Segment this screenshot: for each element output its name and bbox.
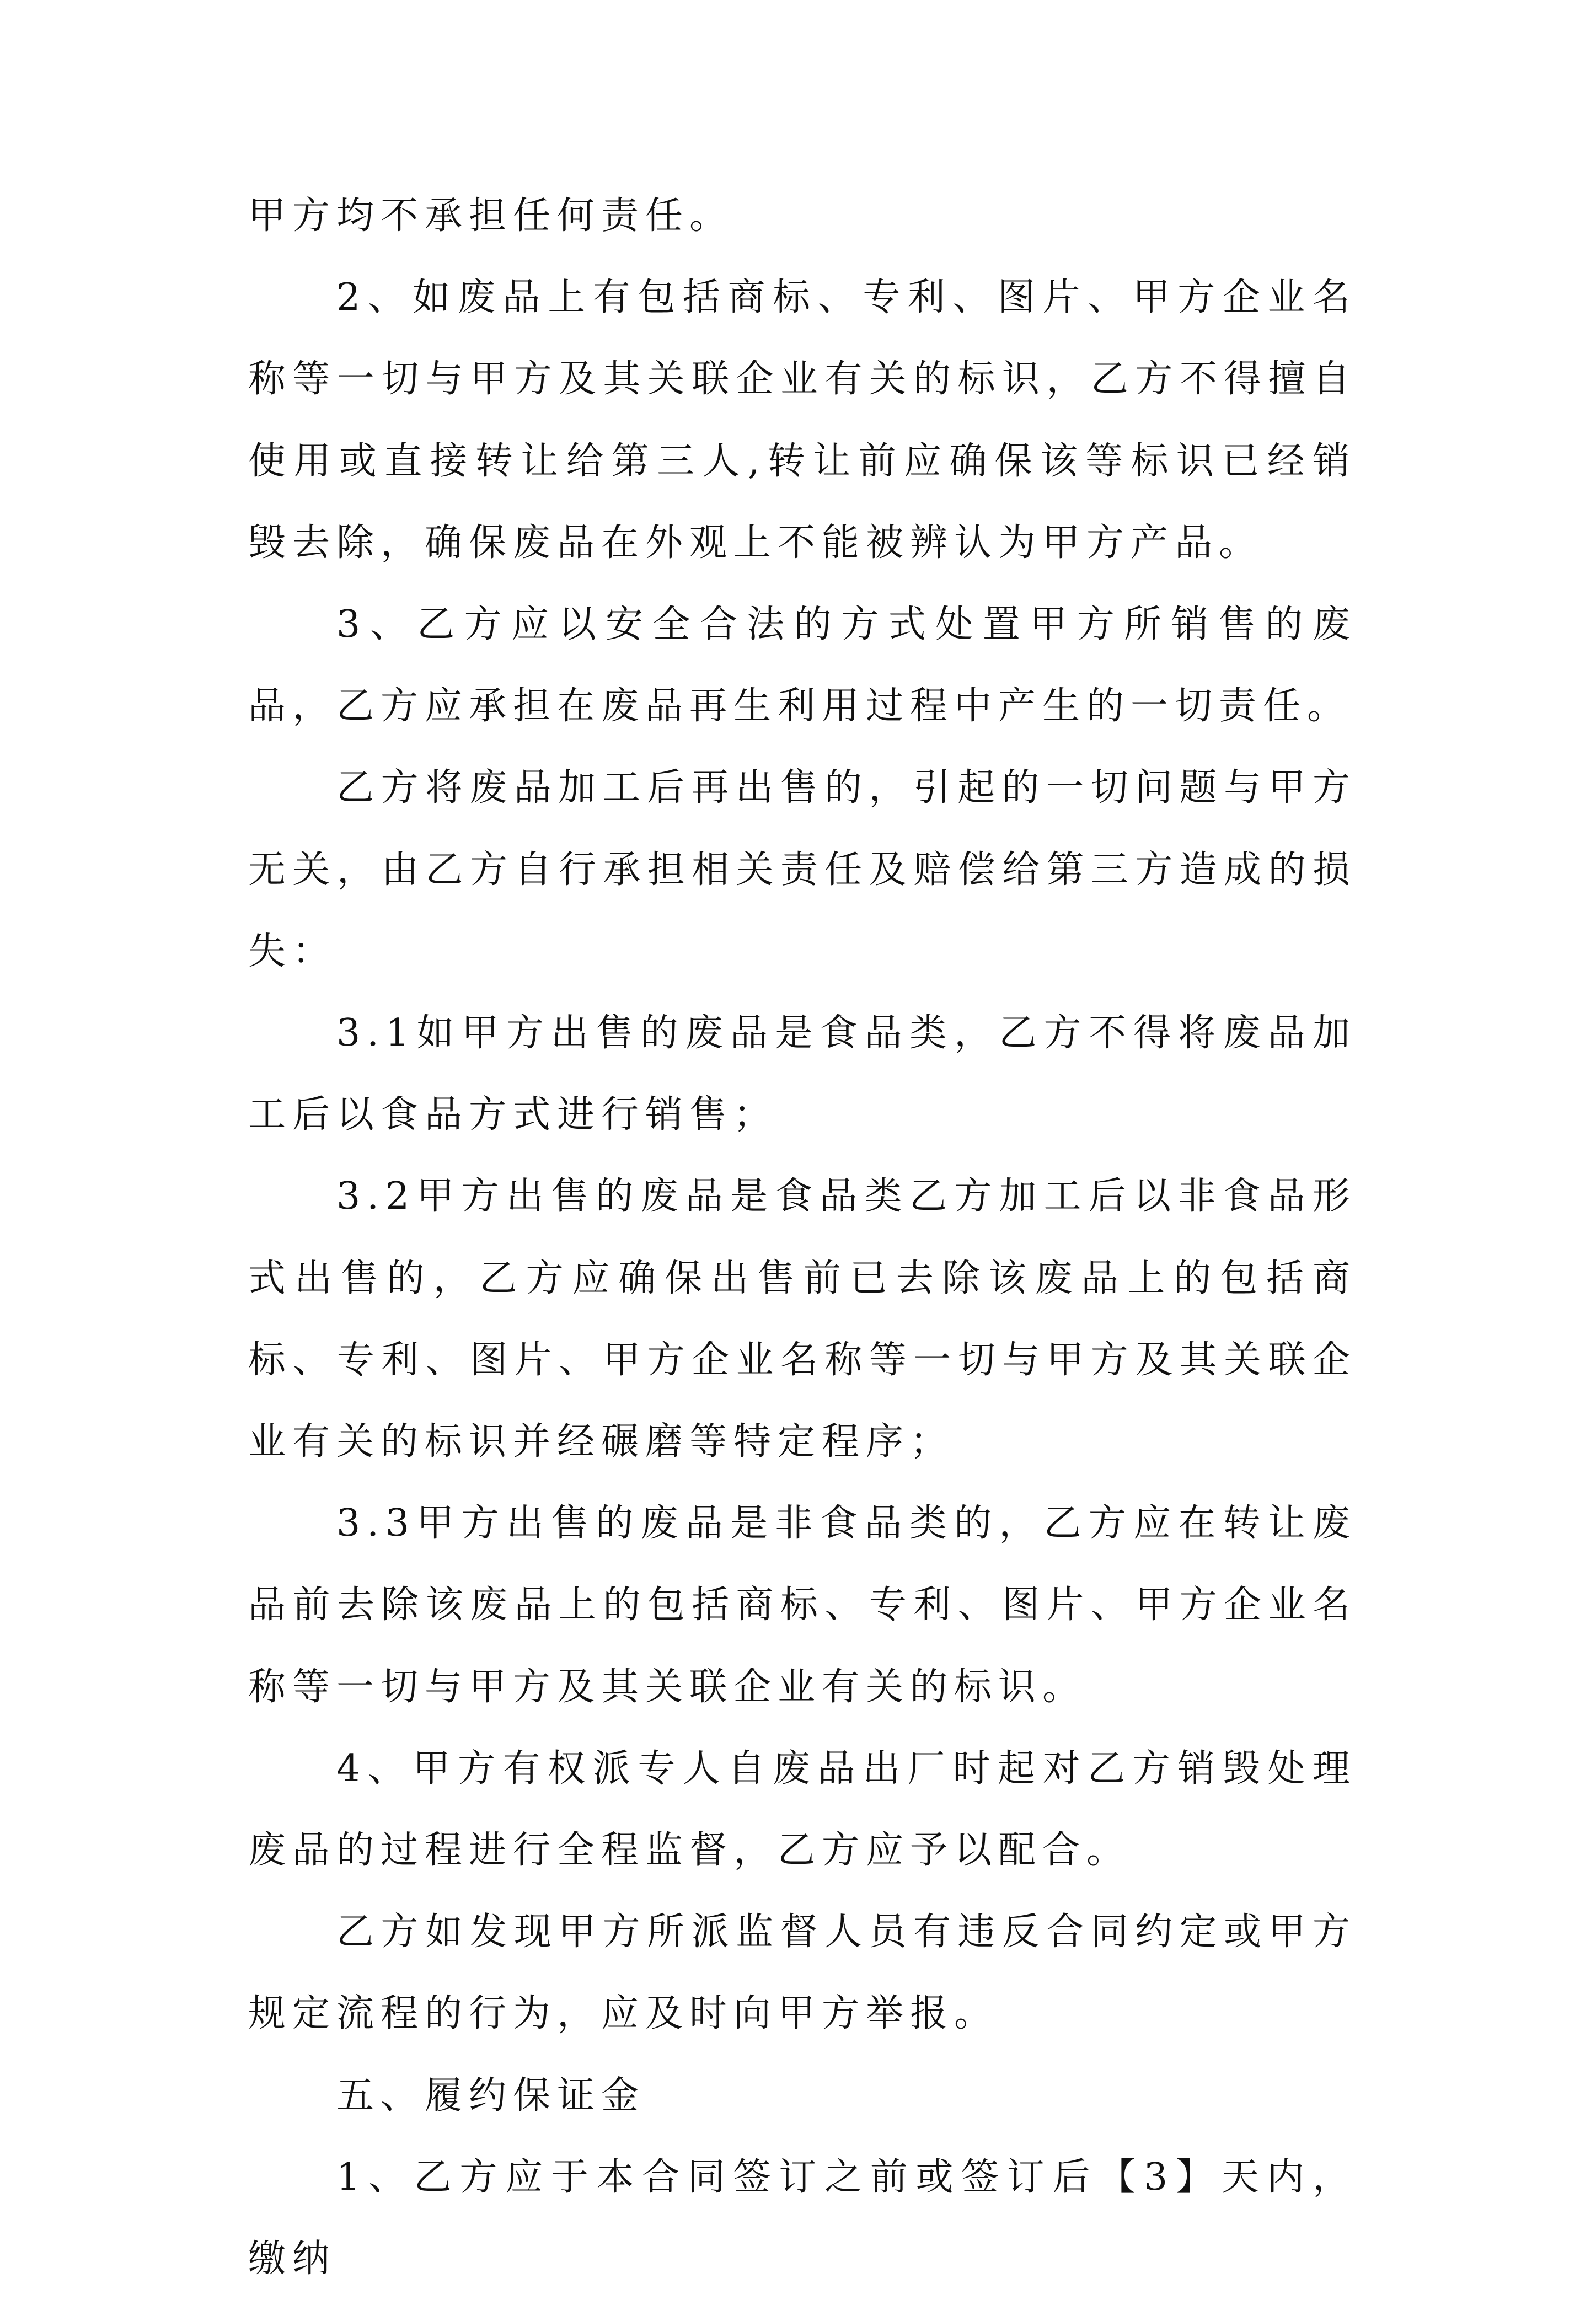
paragraph-clause-3-1: 3.1如甲方出售的废品是食品类，乙方不得将废品加工后以食品方式进行销售； (248, 1011, 1357, 1137)
paragraph-clause-4: 4、甲方有权派专人自废品出厂时起对乙方销毁处理废品的过程进行全程监督，乙方应予以配合。 (248, 1746, 1357, 1873)
document-body (248, 175, 1357, 2300)
paragraph-continuation: 甲方均不承担任何责任。 (248, 194, 734, 238)
paragraph-clause-3-2: 3.2甲方出售的废品是食品类乙方加工后以非食品形式出售的，乙方应确保出售前已去除该废品上的包括商标、专利、图片、甲方企业名称等一切与甲方及其关联企业有关的标识并经碾磨等特定程序； (248, 1175, 1357, 1464)
paragraph-clause-3-3: 3.3甲方出售的废品是非食品类的，乙方应在转让废品前去除该废品上的包括商标、专利、图片、甲方企业名称等一切与甲方及其关联企业有关的标识。 (248, 1502, 1357, 1709)
section-heading-deposit: 五、履约保证金 (336, 2073, 646, 2117)
paragraph-resale-liability: 乙方将废品加工后再出售的，引起的一切问题与甲方无关，由乙方自行承担相关责任及赔偿给第三方造成的损失： (248, 766, 1357, 973)
paragraph-deposit-clause-1: 1、乙方应于本合同签订之前或签订后【3】天内，缴纳 (248, 2155, 1357, 2281)
paragraph-clause-3: 3、乙方应以安全合法的方式处置甲方所销售的废品，乙方应承担在废品再生利用过程中产生的一切责任。 (248, 603, 1357, 728)
paragraph-clause-2: 2、如废品上有包括商标、专利、图片、甲方企业名称等一切与甲方及其关联企业有关的标识，乙方不得擅自使用或直接转让给第三人,转让前应确保该等标识已经销毁去除，确保废品在外观上不能被辨认为甲方产品。 (248, 276, 1357, 565)
paragraph-reporting: 乙方如发现甲方所派监督人员有违反合同约定或甲方规定流程的行为，应及时向甲方举报。 (248, 1910, 1357, 2036)
